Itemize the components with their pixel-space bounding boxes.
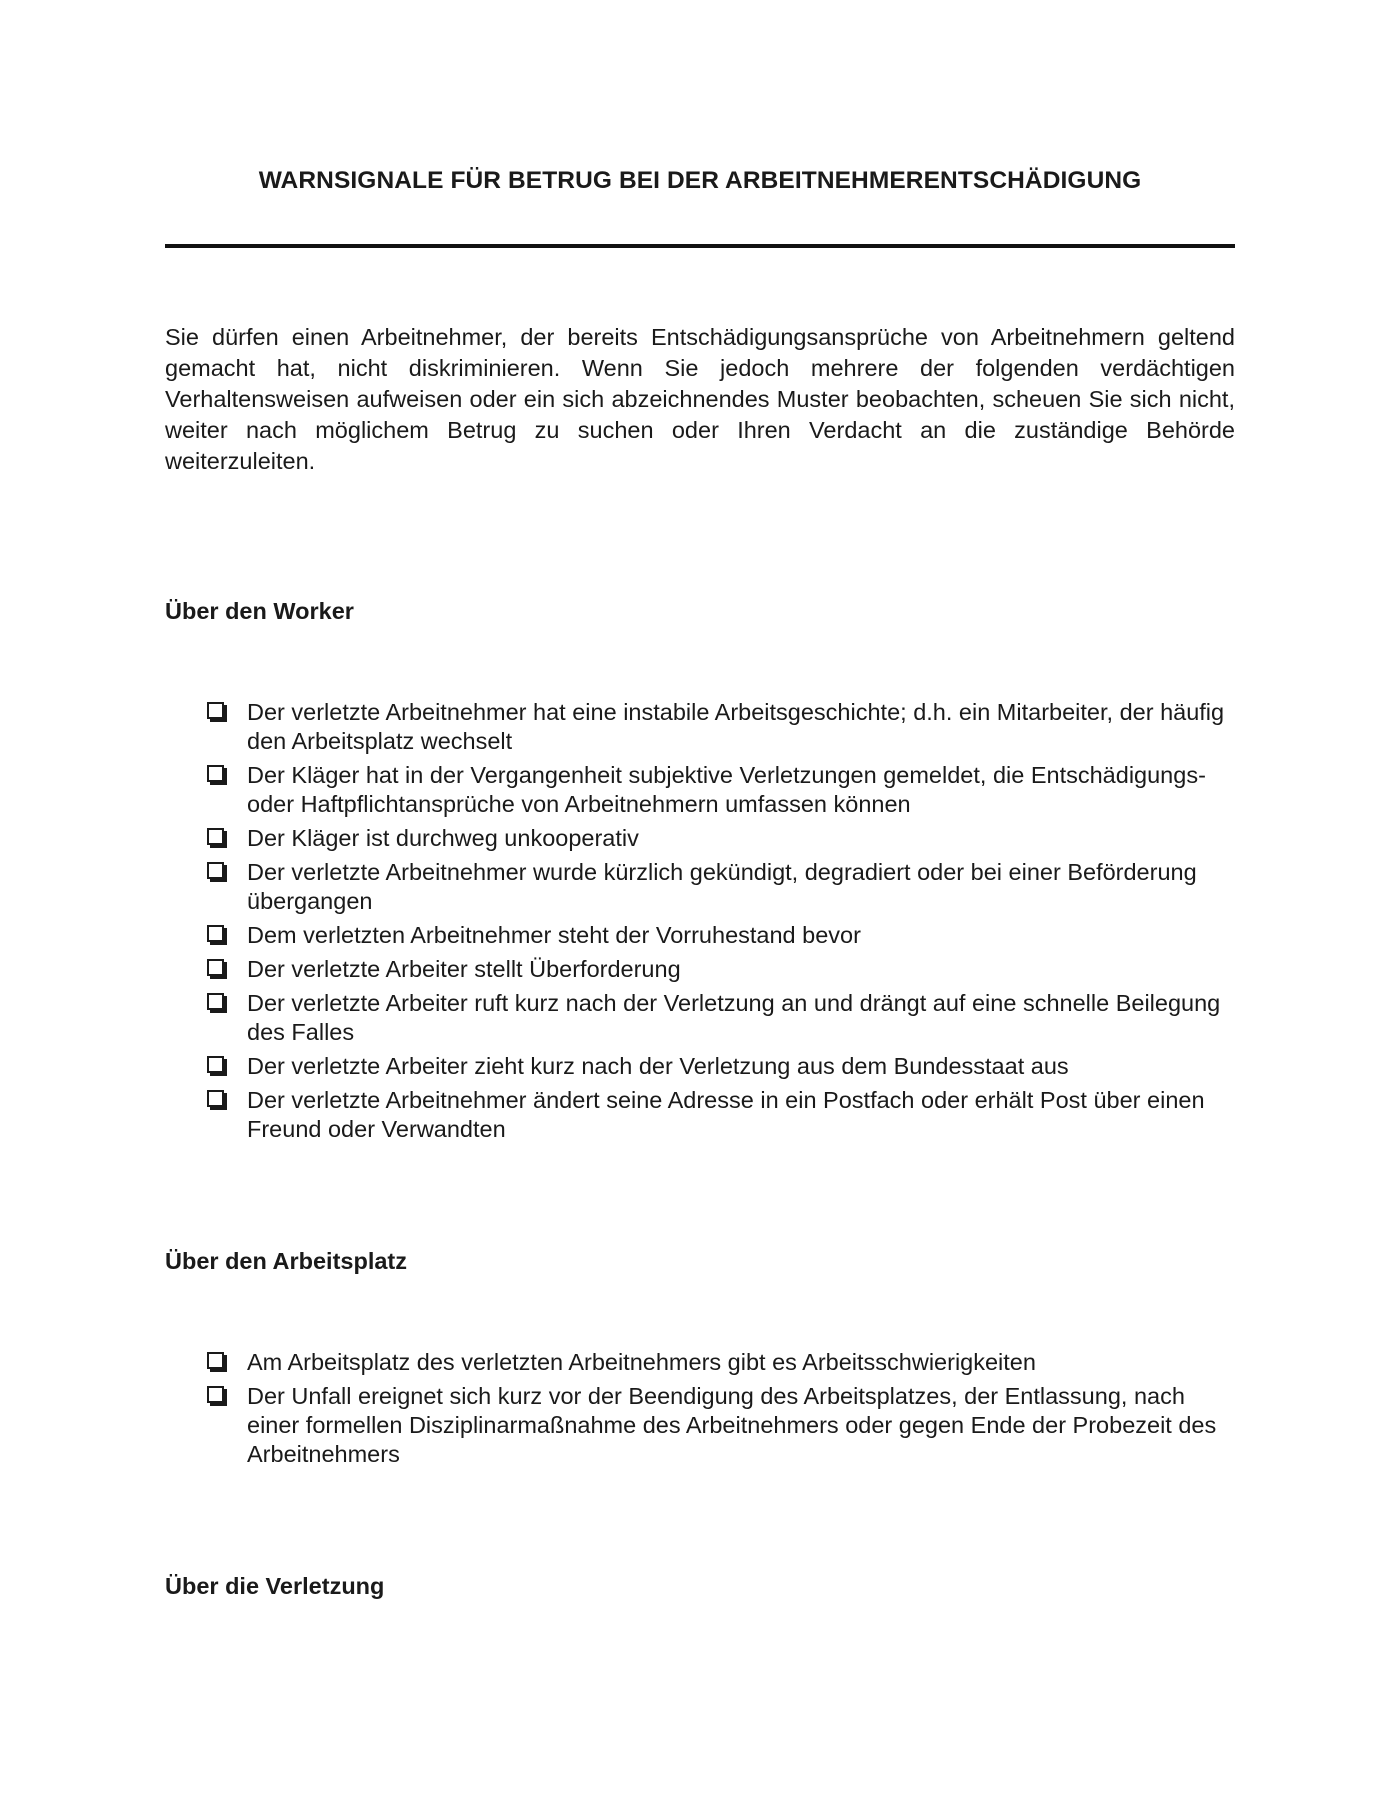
checkbox[interactable] xyxy=(207,1352,224,1369)
checklist-worker xyxy=(205,698,1235,1149)
document-title: WARNSIGNALE FÜR BETRUG BEI DER ARBEITNEHMERENTSCHÄDIGUNG xyxy=(258,167,1142,194)
list-item xyxy=(205,1382,1235,1469)
checkbox[interactable] xyxy=(207,862,224,879)
checkbox[interactable] xyxy=(207,993,224,1010)
checkbox[interactable] xyxy=(207,925,224,942)
checkbox[interactable] xyxy=(207,702,224,719)
list-item-text: Der verletzte Arbeitnehmer ändert seine Adresse in ein Postfach oder erhält Post über einen Freund oder Verwandten xyxy=(247,1087,1205,1142)
title-divider xyxy=(165,244,1235,248)
list-item xyxy=(205,1052,1235,1081)
checkbox[interactable] xyxy=(207,1090,224,1107)
list-item xyxy=(205,1348,1235,1377)
checklist-workplace xyxy=(205,1348,1235,1474)
section-heading-worker: Über den Worker xyxy=(165,598,354,624)
checkbox[interactable] xyxy=(207,1386,224,1403)
list-item xyxy=(205,761,1235,819)
list-item xyxy=(205,921,1235,950)
section-heading-injury: Über die Verletzung xyxy=(165,1573,385,1599)
list-item xyxy=(205,698,1235,756)
list-item-text: Der verletzte Arbeiter ruft kurz nach der Verletzung an und drängt auf eine schnelle Beilegung des Falles xyxy=(247,990,1221,1045)
list-item-text: Der verletzte Arbeiter stellt Überforderung xyxy=(247,956,681,982)
list-item-text: Der verletzte Arbeitnehmer wurde kürzlich gekündigt, degradiert oder bei einer Beförderung übergangen xyxy=(247,859,1197,914)
list-item xyxy=(205,989,1235,1047)
intro-paragraph: Sie dürfen einen Arbeitnehmer, der bereits Entschädigungsansprüche von Arbeitnehmern geltend gemacht hat, nicht diskriminieren. Wenn Sie jedoch mehrere der folgenden verdächtigen Verhaltensweisen aufweisen oder ein sich abzeichnendes Muster beobachten, scheuen Sie sich nicht, weiter nach möglichem Betrug zu suchen oder Ihren Verdacht an die zuständige Behörde weiterzuleiten. xyxy=(165,324,1235,474)
list-item-text: Dem verletzten Arbeitnehmer steht der Vorruhestand bevor xyxy=(247,922,861,948)
list-item xyxy=(205,858,1235,916)
checkbox[interactable] xyxy=(207,959,224,976)
list-item xyxy=(205,824,1235,853)
list-item-text: Der verletzte Arbeiter zieht kurz nach der Verletzung aus dem Bundesstaat aus xyxy=(247,1053,1069,1079)
checkbox[interactable] xyxy=(207,828,224,845)
list-item-text: Der Kläger hat in der Vergangenheit subjektive Verletzungen gemeldet, die Entschädigungs- oder Haftpflichtansprüche von Arbeitnehmern umfassen können xyxy=(247,762,1206,817)
list-item-text: Am Arbeitsplatz des verletzten Arbeitnehmers gibt es Arbeitsschwierigkeiten xyxy=(247,1349,1036,1375)
checkbox[interactable] xyxy=(207,765,224,782)
list-item-text: Der verletzte Arbeitnehmer hat eine instabile Arbeitsgeschichte; d.h. ein Mitarbeiter, der häufig den Arbeitsplatz wechselt xyxy=(247,699,1225,754)
list-item xyxy=(205,955,1235,984)
list-item-text: Der Unfall ereignet sich kurz vor der Beendigung des Arbeitsplatzes, der Entlassung, nach einer formellen Disziplinarmaßnahme des Arbeitnehmers oder gegen Ende der Probezeit des Arbeitnehmers xyxy=(247,1383,1217,1467)
section-heading-workplace: Über den Arbeitsplatz xyxy=(165,1248,407,1274)
checkbox[interactable] xyxy=(207,1056,224,1073)
list-item-text: Der Kläger ist durchweg unkooperativ xyxy=(247,825,639,851)
list-item xyxy=(205,1086,1235,1144)
